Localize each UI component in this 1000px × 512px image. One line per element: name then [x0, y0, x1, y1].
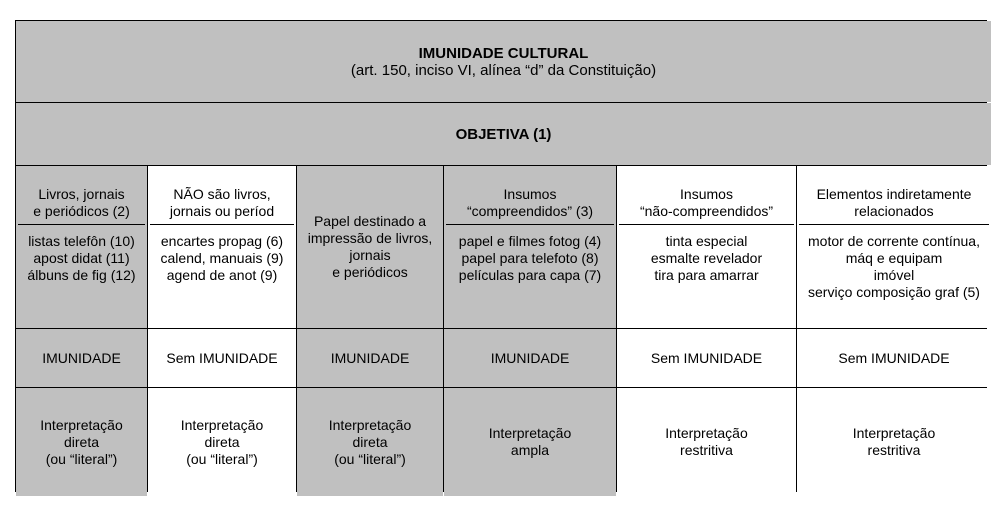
category-example-item: tinta especial — [665, 233, 748, 249]
interpretation-cell — [148, 388, 296, 496]
objective-cell — [16, 103, 991, 165]
category-heading-line: “compreendidos” (3) — [466, 203, 594, 219]
category-examples — [459, 225, 601, 284]
immunity-status: Sem IMUNIDADE — [838, 349, 950, 366]
interpretation-line: direta — [63, 433, 100, 450]
interpretation-line: (ou “literal”) — [334, 450, 406, 467]
category-heading-line: Elementos indiretamente — [816, 186, 972, 202]
interpretation-line: Interpretação — [665, 425, 748, 441]
category-cell — [797, 166, 991, 328]
immunity-status-cell — [617, 329, 796, 387]
interpretation-cell — [444, 388, 616, 496]
immunity-status-cell — [148, 329, 296, 387]
table-subtitle: (art. 150, inciso VI, alínea “d” da Constituição) — [350, 61, 657, 79]
interpretation-line: direta — [352, 433, 388, 450]
category-heading-line: Insumos — [503, 186, 557, 202]
interpretation-cell — [797, 388, 991, 496]
objective-label: OBJETIVA (1) — [455, 125, 552, 143]
category-cell — [16, 166, 147, 328]
category-cell — [297, 166, 443, 328]
category-heading-line: jornais — [349, 247, 391, 263]
interpretation-line: (ou “literal”) — [45, 450, 118, 467]
category-example-item: serviço composição graf (5) — [808, 284, 980, 300]
interpretation-line: Interpretação — [40, 416, 123, 433]
immunity-status: IMUNIDADE — [330, 349, 410, 366]
category-example-item: esmalte revelador — [650, 250, 763, 266]
category-heading — [619, 186, 794, 225]
category-heading-line: Livros, jornais — [38, 186, 125, 202]
category-example-item: encartes propag (6) — [160, 233, 284, 249]
immunity-status-cell — [16, 329, 147, 387]
category-cell — [444, 166, 616, 328]
category-example-item: imóvel — [873, 267, 915, 283]
category-heading-line: “não-compreendidos” — [639, 203, 774, 219]
category-heading — [18, 186, 145, 225]
category-heading — [150, 186, 294, 225]
category-example-item: calend, manuais (9) — [160, 250, 284, 266]
category-cell — [617, 166, 796, 328]
category-example-item: motor de corrente contínua, — [808, 233, 980, 249]
immunity-status: IMUNIDADE — [490, 349, 570, 366]
category-examples — [161, 225, 284, 284]
category-example-item: papel e filmes fotog (4) — [458, 233, 602, 249]
category-example-item: listas telefôn (10) — [28, 233, 135, 249]
immunity-status: Sem IMUNIDADE — [650, 349, 763, 366]
interpretation-line: Interpretação — [328, 416, 412, 433]
category-example-item: películas para capa (7) — [458, 267, 602, 283]
interpretation-line: restritiva — [680, 442, 733, 458]
category-heading — [799, 186, 989, 225]
category-heading-line: relacionados — [854, 203, 934, 219]
immunity-status-cell — [297, 329, 443, 387]
category-heading — [446, 186, 614, 225]
category-examples — [651, 225, 762, 284]
category-example-item: agend de anot (9) — [166, 267, 278, 283]
table-title: IMUNIDADE CULTURAL — [418, 44, 589, 62]
category-examples — [808, 225, 980, 301]
interpretation-line: Interpretação — [852, 425, 936, 441]
immunity-status: Sem IMUNIDADE — [166, 349, 278, 366]
immunity-table — [15, 20, 987, 492]
immunity-status-cell — [797, 329, 991, 387]
interpretation-cell — [617, 388, 796, 496]
category-heading-line: e periódicos (2) — [33, 203, 130, 219]
immunity-status: IMUNIDADE — [42, 349, 121, 366]
interpretation-line: direta — [204, 433, 240, 450]
category-cell — [148, 166, 296, 328]
category-example-item: álbuns de fig (12) — [27, 267, 136, 283]
category-example-item: apost didat (11) — [33, 250, 130, 266]
table-title-cell — [16, 21, 991, 102]
interpretation-line: (ou “literal”) — [186, 450, 258, 467]
interpretation-cell — [16, 388, 147, 496]
interpretation-line: Interpretação — [488, 425, 572, 441]
category-heading-line: Papel destinado a — [313, 213, 427, 229]
category-example-item: papel para telefoto (8) — [461, 250, 599, 266]
interpretation-line: restritiva — [867, 442, 921, 458]
interpretation-line: ampla — [510, 442, 550, 458]
interpretation-cell — [297, 388, 443, 496]
category-examples — [27, 225, 135, 284]
category-heading-line: Insumos — [680, 186, 733, 202]
interpretation-line: Interpretação — [180, 416, 264, 433]
category-heading-line: impressão de livros, — [307, 230, 433, 246]
category-example-item: máq e equipam — [845, 250, 943, 266]
category-heading-line: jornais ou períod — [169, 203, 275, 219]
category-example-item: tira para amarrar — [654, 267, 759, 283]
category-heading-line: e periódicos — [332, 264, 408, 280]
category-heading-line: NÃO são livros, — [173, 186, 271, 202]
immunity-status-cell — [444, 329, 616, 387]
